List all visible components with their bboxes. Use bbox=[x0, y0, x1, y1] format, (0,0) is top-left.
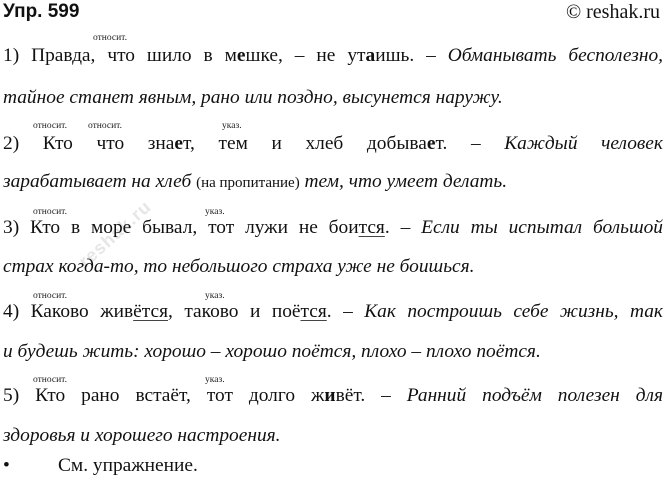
item-4-line-1 bbox=[3, 300, 663, 324]
underlined-ending: тся bbox=[300, 301, 327, 322]
explanation: Как построишь себе жизнь, так bbox=[364, 301, 663, 322]
text: 3) Кто в море бывал, тот лужи не бои bbox=[3, 217, 359, 238]
note-demonstrative: указ. bbox=[222, 121, 242, 131]
text: т, тем и хлеб добыва bbox=[183, 133, 427, 154]
watermark: reshak.ru bbox=[74, 196, 156, 272]
text: . – bbox=[326, 301, 365, 322]
text: , таково и поё bbox=[168, 301, 301, 322]
bold-letter: е bbox=[426, 133, 436, 154]
item-5-line-1 bbox=[3, 384, 663, 408]
see-exercise-note: См. упражнение. bbox=[58, 455, 198, 476]
text: ишь. – bbox=[375, 45, 448, 66]
item-5-line-2: здоровья и хорошего настроения. bbox=[3, 425, 281, 446]
note-relative: относит. bbox=[33, 291, 67, 301]
item-3-line-1 bbox=[3, 216, 663, 240]
text: . – bbox=[384, 217, 422, 238]
text: 5) Кто рано встаёт, тот долго ж bbox=[3, 385, 325, 406]
item-1-line-1 bbox=[3, 44, 663, 68]
note-relative: относит. bbox=[93, 33, 127, 43]
explanation: Обманывать бесполезно, bbox=[447, 45, 663, 66]
item-3-line-2: страх когда-то, то небольшого страха уже не боишься. bbox=[3, 256, 475, 277]
note-relative: относит. bbox=[88, 121, 122, 131]
item-4-line-2: и будешь жить: хорошо – хорошо поётся, плохо – плохо поётся. bbox=[3, 341, 541, 362]
text: шке, – не ут bbox=[245, 45, 366, 66]
note-relative: относит. bbox=[33, 375, 67, 385]
note-relative: относит. bbox=[33, 121, 67, 131]
explanation: Каждый человек bbox=[504, 133, 663, 154]
bold-letter: е bbox=[236, 45, 246, 66]
item-2-line-1 bbox=[3, 132, 663, 156]
site-credit: © reshak.ru bbox=[565, 1, 660, 23]
note-demonstrative: указ. bbox=[205, 291, 225, 301]
text: вёт. – bbox=[335, 385, 407, 406]
bold-letter: и bbox=[324, 385, 336, 406]
explanation: тем, что умеет делать. bbox=[299, 171, 508, 192]
exercise-title: Упр. 599 bbox=[3, 1, 80, 22]
explanation: Ранний подъём полезен для bbox=[406, 385, 664, 406]
underlined-ending: ётся bbox=[133, 301, 169, 322]
item-1-line-2: тайное станет явным, рано или поздно, высунется наружу. bbox=[3, 87, 503, 108]
bold-letter: а bbox=[365, 45, 376, 66]
item-2-line-2 bbox=[3, 170, 507, 195]
underlined-ending: тся bbox=[358, 217, 385, 238]
note-demonstrative: указ. bbox=[205, 375, 225, 385]
text: 2) Кто что зна bbox=[3, 133, 175, 154]
explanation: Если ты испытал большой bbox=[421, 217, 663, 238]
bullet-icon: • bbox=[3, 455, 10, 476]
text: 4) Каково жив bbox=[3, 301, 134, 322]
explanation: зарабатывает на хлеб bbox=[3, 171, 197, 192]
text: т. – bbox=[435, 133, 505, 154]
parenthetical: (на пропитание) bbox=[196, 175, 300, 191]
text: 1) Правда, что шило в м bbox=[3, 45, 237, 66]
bold-letter: е bbox=[174, 133, 184, 154]
note-relative: относит. bbox=[33, 207, 67, 217]
note-demonstrative: указ. bbox=[205, 207, 225, 217]
